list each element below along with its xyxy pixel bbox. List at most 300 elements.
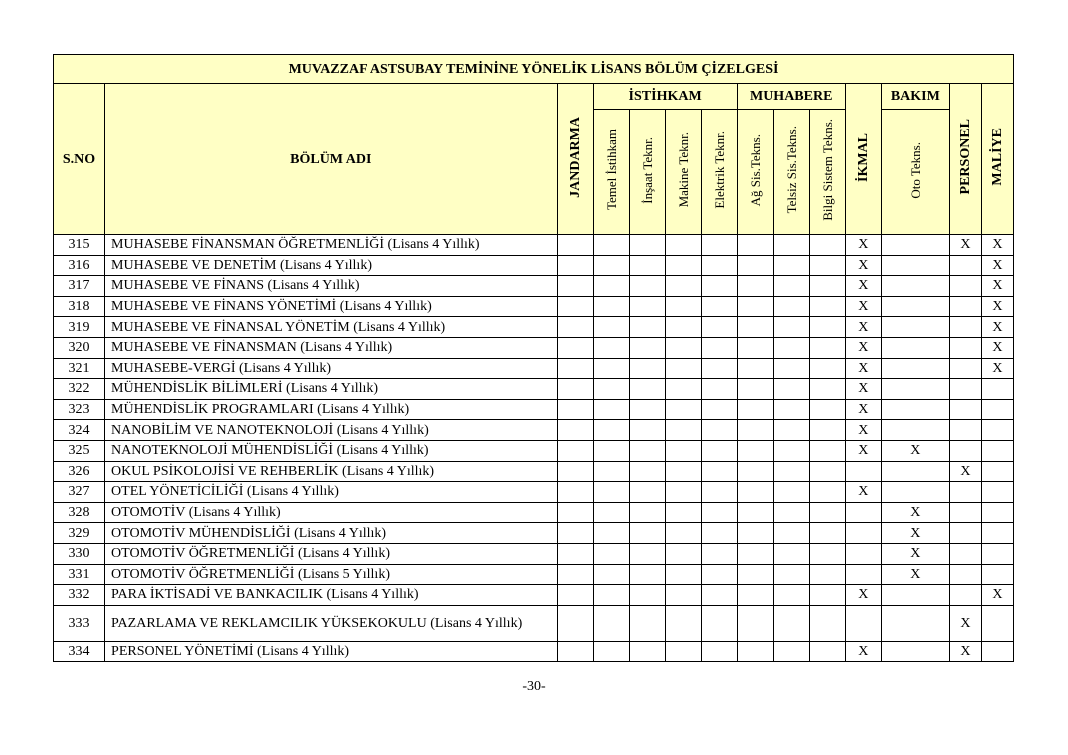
cell-temel-istihkam [593, 502, 629, 523]
cell-makine-teknr [665, 523, 701, 544]
cell-ag-sis-tekns [737, 440, 773, 461]
cell-ikmal: X [845, 641, 881, 662]
cell-insaat-teknr [629, 358, 665, 379]
cell-elektrik-teknr [701, 440, 737, 461]
cell-maliye [981, 502, 1013, 523]
cell-telsiz-sis-tekns [773, 358, 809, 379]
cell-insaat-teknr [629, 317, 665, 338]
cell-elektrik-teknr [701, 605, 737, 641]
cell-jandarma [557, 440, 593, 461]
cell-maliye: X [981, 317, 1013, 338]
cell-maliye: X [981, 296, 1013, 317]
row-number: 320 [54, 337, 105, 358]
header-oto-tekns: Oto Tekns. [881, 110, 949, 235]
header-department-name: BÖLÜM ADI [105, 84, 557, 235]
cell-insaat-teknr [629, 543, 665, 564]
cell-ag-sis-tekns [737, 543, 773, 564]
header-telsiz-sis-tekns: Telsiz Sis.Tekns. [773, 110, 809, 235]
cell-elektrik-teknr [701, 317, 737, 338]
cell-insaat-teknr [629, 337, 665, 358]
cell-elektrik-teknr [701, 358, 737, 379]
cell-insaat-teknr [629, 276, 665, 297]
cell-oto-tekns [881, 358, 949, 379]
cell-ikmal [845, 461, 881, 482]
table-row [54, 482, 1014, 503]
cell-oto-tekns [881, 420, 949, 441]
cell-bilgi-sistem-tekns [809, 585, 845, 606]
cell-insaat-teknr [629, 399, 665, 420]
cell-personel [949, 564, 981, 585]
cell-makine-teknr [665, 235, 701, 256]
cell-maliye [981, 605, 1013, 641]
row-number: 332 [54, 585, 105, 606]
cell-makine-teknr [665, 317, 701, 338]
department-name: MÜHENDİSLİK BİLİMLERİ (Lisans 4 Yıllık) [105, 379, 557, 400]
header-personel: PERSONEL [949, 84, 981, 235]
cell-personel [949, 502, 981, 523]
table-row [54, 235, 1014, 256]
cell-maliye: X [981, 585, 1013, 606]
row-number: 327 [54, 482, 105, 503]
cell-insaat-teknr [629, 502, 665, 523]
department-name: MUHASEBE VE FİNANS YÖNETİMİ (Lisans 4 Yıllık) [105, 296, 557, 317]
cell-jandarma [557, 255, 593, 276]
cell-personel: X [949, 235, 981, 256]
cell-maliye: X [981, 235, 1013, 256]
cell-telsiz-sis-tekns [773, 337, 809, 358]
table-row [54, 461, 1014, 482]
cell-temel-istihkam [593, 276, 629, 297]
header-makine-teknr: Makine Teknr. [665, 110, 701, 235]
row-number: 330 [54, 543, 105, 564]
cell-maliye: X [981, 358, 1013, 379]
row-number: 319 [54, 317, 105, 338]
cell-jandarma [557, 605, 593, 641]
cell-personel [949, 523, 981, 544]
cell-telsiz-sis-tekns [773, 420, 809, 441]
cell-bilgi-sistem-tekns [809, 461, 845, 482]
table-row [54, 585, 1014, 606]
cell-maliye [981, 420, 1013, 441]
department-name: MUHASEBE-VERGİ (Lisans 4 Yıllık) [105, 358, 557, 379]
cell-oto-tekns: X [881, 543, 949, 564]
cell-ag-sis-tekns [737, 523, 773, 544]
department-name: PARA İKTİSADİ VE BANKACILIK (Lisans 4 Yıllık) [105, 585, 557, 606]
cell-ikmal: X [845, 255, 881, 276]
table-row [54, 523, 1014, 544]
table-row [54, 564, 1014, 585]
cell-elektrik-teknr [701, 482, 737, 503]
cell-maliye [981, 399, 1013, 420]
cell-elektrik-teknr [701, 235, 737, 256]
table-row [54, 543, 1014, 564]
header-jandarma: JANDARMA [557, 84, 593, 235]
cell-elektrik-teknr [701, 276, 737, 297]
cell-personel [949, 543, 981, 564]
cell-telsiz-sis-tekns [773, 564, 809, 585]
page-number: -30- [522, 679, 546, 694]
cell-jandarma [557, 564, 593, 585]
cell-bilgi-sistem-tekns [809, 482, 845, 503]
cell-telsiz-sis-tekns [773, 502, 809, 523]
cell-oto-tekns: X [881, 502, 949, 523]
cell-telsiz-sis-tekns [773, 399, 809, 420]
cell-maliye: X [981, 337, 1013, 358]
cell-bilgi-sistem-tekns [809, 235, 845, 256]
department-name: OTEL YÖNETİCİLİĞİ (Lisans 4 Yıllık) [105, 482, 557, 503]
cell-ikmal: X [845, 337, 881, 358]
row-number: 315 [54, 235, 105, 256]
cell-insaat-teknr [629, 482, 665, 503]
cell-jandarma [557, 543, 593, 564]
cell-ikmal: X [845, 296, 881, 317]
cell-makine-teknr [665, 399, 701, 420]
cell-ikmal [845, 543, 881, 564]
department-name: OKUL PSİKOLOJİSİ VE REHBERLİK (Lisans 4 Yıllık) [105, 461, 557, 482]
cell-telsiz-sis-tekns [773, 379, 809, 400]
department-table [53, 54, 1014, 662]
cell-oto-tekns [881, 461, 949, 482]
row-number: 333 [54, 605, 105, 641]
cell-ikmal [845, 523, 881, 544]
cell-maliye [981, 564, 1013, 585]
cell-maliye [981, 523, 1013, 544]
cell-maliye [981, 461, 1013, 482]
cell-ikmal: X [845, 379, 881, 400]
header-insaat-teknr: İnşaat Teknr. [629, 110, 665, 235]
cell-ag-sis-tekns [737, 276, 773, 297]
cell-makine-teknr [665, 461, 701, 482]
cell-ikmal [845, 605, 881, 641]
cell-oto-tekns: X [881, 564, 949, 585]
cell-oto-tekns: X [881, 523, 949, 544]
cell-jandarma [557, 523, 593, 544]
cell-ikmal: X [845, 317, 881, 338]
cell-insaat-teknr [629, 605, 665, 641]
cell-oto-tekns [881, 641, 949, 662]
cell-ikmal: X [845, 235, 881, 256]
cell-ikmal [845, 502, 881, 523]
cell-telsiz-sis-tekns [773, 585, 809, 606]
cell-elektrik-teknr [701, 399, 737, 420]
cell-telsiz-sis-tekns [773, 235, 809, 256]
cell-ikmal: X [845, 420, 881, 441]
cell-temel-istihkam [593, 255, 629, 276]
cell-insaat-teknr [629, 564, 665, 585]
cell-ag-sis-tekns [737, 255, 773, 276]
header-sno: S.NO [54, 84, 105, 235]
cell-telsiz-sis-tekns [773, 317, 809, 338]
table-row [54, 379, 1014, 400]
table-row [54, 440, 1014, 461]
cell-temel-istihkam [593, 585, 629, 606]
cell-oto-tekns [881, 276, 949, 297]
table-row [54, 317, 1014, 338]
cell-elektrik-teknr [701, 379, 737, 400]
cell-makine-teknr [665, 276, 701, 297]
cell-jandarma [557, 337, 593, 358]
cell-jandarma [557, 276, 593, 297]
cell-maliye: X [981, 255, 1013, 276]
cell-makine-teknr [665, 420, 701, 441]
cell-temel-istihkam [593, 564, 629, 585]
cell-temel-istihkam [593, 399, 629, 420]
cell-telsiz-sis-tekns [773, 461, 809, 482]
cell-temel-istihkam [593, 358, 629, 379]
cell-insaat-teknr [629, 461, 665, 482]
cell-jandarma [557, 420, 593, 441]
cell-jandarma [557, 358, 593, 379]
cell-bilgi-sistem-tekns [809, 605, 845, 641]
cell-insaat-teknr [629, 641, 665, 662]
department-name: MUHASEBE VE DENETİM (Lisans 4 Yıllık) [105, 255, 557, 276]
cell-personel [949, 585, 981, 606]
cell-telsiz-sis-tekns [773, 641, 809, 662]
cell-jandarma [557, 296, 593, 317]
header-group-muhabere: MUHABERE [737, 84, 845, 110]
cell-bilgi-sistem-tekns [809, 564, 845, 585]
cell-jandarma [557, 461, 593, 482]
cell-makine-teknr [665, 585, 701, 606]
cell-ag-sis-tekns [737, 296, 773, 317]
cell-oto-tekns [881, 379, 949, 400]
cell-oto-tekns [881, 399, 949, 420]
cell-bilgi-sistem-tekns [809, 317, 845, 338]
cell-oto-tekns [881, 255, 949, 276]
cell-personel: X [949, 641, 981, 662]
cell-ikmal: X [845, 358, 881, 379]
header-ag-sis-tekns: Ağ Sis.Tekns. [737, 110, 773, 235]
cell-elektrik-teknr [701, 461, 737, 482]
cell-makine-teknr [665, 255, 701, 276]
header-group-bakim: BAKIM [881, 84, 949, 110]
cell-temel-istihkam [593, 440, 629, 461]
cell-telsiz-sis-tekns [773, 482, 809, 503]
row-number: 328 [54, 502, 105, 523]
cell-ag-sis-tekns [737, 235, 773, 256]
department-name: OTOMOTİV ÖĞRETMENLİĞİ (Lisans 5 Yıllık) [105, 564, 557, 585]
department-name: OTOMOTİV MÜHENDİSLİĞİ (Lisans 4 Yıllık) [105, 523, 557, 544]
cell-elektrik-teknr [701, 296, 737, 317]
table-row [54, 255, 1014, 276]
cell-telsiz-sis-tekns [773, 276, 809, 297]
cell-ag-sis-tekns [737, 641, 773, 662]
cell-oto-tekns [881, 296, 949, 317]
cell-telsiz-sis-tekns [773, 296, 809, 317]
table-row [54, 399, 1014, 420]
cell-maliye [981, 641, 1013, 662]
table-title: MUVAZZAF ASTSUBAY TEMİNİNE YÖNELİK LİSANS BÖLÜM ÇİZELGESİ [54, 55, 1014, 84]
cell-bilgi-sistem-tekns [809, 379, 845, 400]
table-row [54, 358, 1014, 379]
cell-elektrik-teknr [701, 564, 737, 585]
department-name: PERSONEL YÖNETİMİ (Lisans 4 Yıllık) [105, 641, 557, 662]
cell-jandarma [557, 482, 593, 503]
cell-insaat-teknr [629, 379, 665, 400]
cell-telsiz-sis-tekns [773, 440, 809, 461]
cell-temel-istihkam [593, 482, 629, 503]
cell-jandarma [557, 585, 593, 606]
department-name: OTOMOTİV ÖĞRETMENLİĞİ (Lisans 4 Yıllık) [105, 543, 557, 564]
cell-bilgi-sistem-tekns [809, 255, 845, 276]
header-ikmal: İKMAL [845, 84, 881, 235]
cell-ag-sis-tekns [737, 482, 773, 503]
cell-temel-istihkam [593, 543, 629, 564]
cell-ikmal [845, 564, 881, 585]
department-name: NANOTEKNOLOJİ MÜHENDİSLİĞİ (Lisans 4 Yıllık) [105, 440, 557, 461]
cell-elektrik-teknr [701, 255, 737, 276]
cell-makine-teknr [665, 502, 701, 523]
cell-personel [949, 276, 981, 297]
cell-makine-teknr [665, 605, 701, 641]
cell-bilgi-sistem-tekns [809, 420, 845, 441]
cell-elektrik-teknr [701, 420, 737, 441]
cell-temel-istihkam [593, 296, 629, 317]
cell-personel [949, 317, 981, 338]
department-name: MUHASEBE FİNANSMAN ÖĞRETMENLİĞİ (Lisans 4 Yıllık) [105, 235, 557, 256]
department-name: OTOMOTİV (Lisans 4 Yıllık) [105, 502, 557, 523]
cell-makine-teknr [665, 337, 701, 358]
cell-ag-sis-tekns [737, 317, 773, 338]
row-number: 317 [54, 276, 105, 297]
cell-makine-teknr [665, 482, 701, 503]
cell-ikmal: X [845, 276, 881, 297]
row-number: 316 [54, 255, 105, 276]
cell-elektrik-teknr [701, 502, 737, 523]
cell-personel: X [949, 461, 981, 482]
cell-temel-istihkam [593, 461, 629, 482]
cell-personel [949, 379, 981, 400]
table-row [54, 276, 1014, 297]
cell-temel-istihkam [593, 420, 629, 441]
cell-temel-istihkam [593, 605, 629, 641]
cell-oto-tekns [881, 605, 949, 641]
cell-oto-tekns [881, 337, 949, 358]
cell-elektrik-teknr [701, 337, 737, 358]
table-row [54, 641, 1014, 662]
cell-ag-sis-tekns [737, 379, 773, 400]
cell-ag-sis-tekns [737, 399, 773, 420]
cell-maliye [981, 440, 1013, 461]
cell-ag-sis-tekns [737, 585, 773, 606]
cell-insaat-teknr [629, 523, 665, 544]
cell-jandarma [557, 641, 593, 662]
cell-oto-tekns [881, 585, 949, 606]
cell-bilgi-sistem-tekns [809, 543, 845, 564]
cell-jandarma [557, 502, 593, 523]
cell-personel [949, 358, 981, 379]
cell-maliye [981, 379, 1013, 400]
cell-telsiz-sis-tekns [773, 543, 809, 564]
cell-personel [949, 296, 981, 317]
header-elektrik-teknr: Elektrik Teknr. [701, 110, 737, 235]
table-row [54, 420, 1014, 441]
cell-temel-istihkam [593, 379, 629, 400]
cell-ag-sis-tekns [737, 337, 773, 358]
cell-telsiz-sis-tekns [773, 605, 809, 641]
department-name: MUHASEBE VE FİNANSMAN (Lisans 4 Yıllık) [105, 337, 557, 358]
table-row [54, 296, 1014, 317]
cell-jandarma [557, 235, 593, 256]
cell-telsiz-sis-tekns [773, 523, 809, 544]
header-group-istihkam: İSTİHKAM [593, 84, 737, 110]
cell-personel: X [949, 605, 981, 641]
cell-insaat-teknr [629, 255, 665, 276]
cell-jandarma [557, 317, 593, 338]
cell-bilgi-sistem-tekns [809, 440, 845, 461]
table-row [54, 502, 1014, 523]
cell-personel [949, 482, 981, 503]
cell-insaat-teknr [629, 420, 665, 441]
cell-bilgi-sistem-tekns [809, 641, 845, 662]
cell-oto-tekns [881, 317, 949, 338]
row-number: 329 [54, 523, 105, 544]
cell-temel-istihkam [593, 337, 629, 358]
cell-makine-teknr [665, 440, 701, 461]
cell-jandarma [557, 399, 593, 420]
cell-personel [949, 337, 981, 358]
table-row [54, 605, 1014, 641]
header-bilgi-sistem-tekns: Bilgi Sistem Tekns. [809, 110, 845, 235]
row-number: 324 [54, 420, 105, 441]
cell-ag-sis-tekns [737, 605, 773, 641]
cell-temel-istihkam [593, 523, 629, 544]
row-number: 326 [54, 461, 105, 482]
cell-bilgi-sistem-tekns [809, 523, 845, 544]
cell-elektrik-teknr [701, 641, 737, 662]
cell-makine-teknr [665, 379, 701, 400]
cell-elektrik-teknr [701, 523, 737, 544]
cell-bilgi-sistem-tekns [809, 296, 845, 317]
cell-ag-sis-tekns [737, 461, 773, 482]
department-name: PAZARLAMA VE REKLAMCILIK YÜKSEKOKULU (Lisans 4 Yıllık) [105, 605, 557, 641]
cell-bilgi-sistem-tekns [809, 502, 845, 523]
cell-ikmal: X [845, 585, 881, 606]
row-number: 321 [54, 358, 105, 379]
cell-makine-teknr [665, 296, 701, 317]
cell-ag-sis-tekns [737, 564, 773, 585]
cell-makine-teknr [665, 564, 701, 585]
cell-insaat-teknr [629, 585, 665, 606]
cell-elektrik-teknr [701, 543, 737, 564]
cell-elektrik-teknr [701, 585, 737, 606]
department-name: MUHASEBE VE FİNANS (Lisans 4 Yıllık) [105, 276, 557, 297]
cell-temel-istihkam [593, 317, 629, 338]
cell-ikmal: X [845, 482, 881, 503]
cell-oto-tekns [881, 482, 949, 503]
cell-personel [949, 440, 981, 461]
cell-ag-sis-tekns [737, 502, 773, 523]
cell-personel [949, 255, 981, 276]
cell-temel-istihkam [593, 235, 629, 256]
department-name: NANOBİLİM VE NANOTEKNOLOJİ (Lisans 4 Yıllık) [105, 420, 557, 441]
cell-makine-teknr [665, 358, 701, 379]
row-number: 331 [54, 564, 105, 585]
cell-oto-tekns: X [881, 440, 949, 461]
cell-ikmal: X [845, 440, 881, 461]
cell-personel [949, 420, 981, 441]
cell-bilgi-sistem-tekns [809, 358, 845, 379]
cell-ag-sis-tekns [737, 420, 773, 441]
header-temel-istihkam: Temel İstihkam [593, 110, 629, 235]
cell-oto-tekns [881, 235, 949, 256]
row-number: 325 [54, 440, 105, 461]
row-number: 334 [54, 641, 105, 662]
cell-insaat-teknr [629, 296, 665, 317]
department-name: MUHASEBE VE FİNANSAL YÖNETİM (Lisans 4 Yıllık) [105, 317, 557, 338]
cell-bilgi-sistem-tekns [809, 337, 845, 358]
cell-bilgi-sistem-tekns [809, 276, 845, 297]
